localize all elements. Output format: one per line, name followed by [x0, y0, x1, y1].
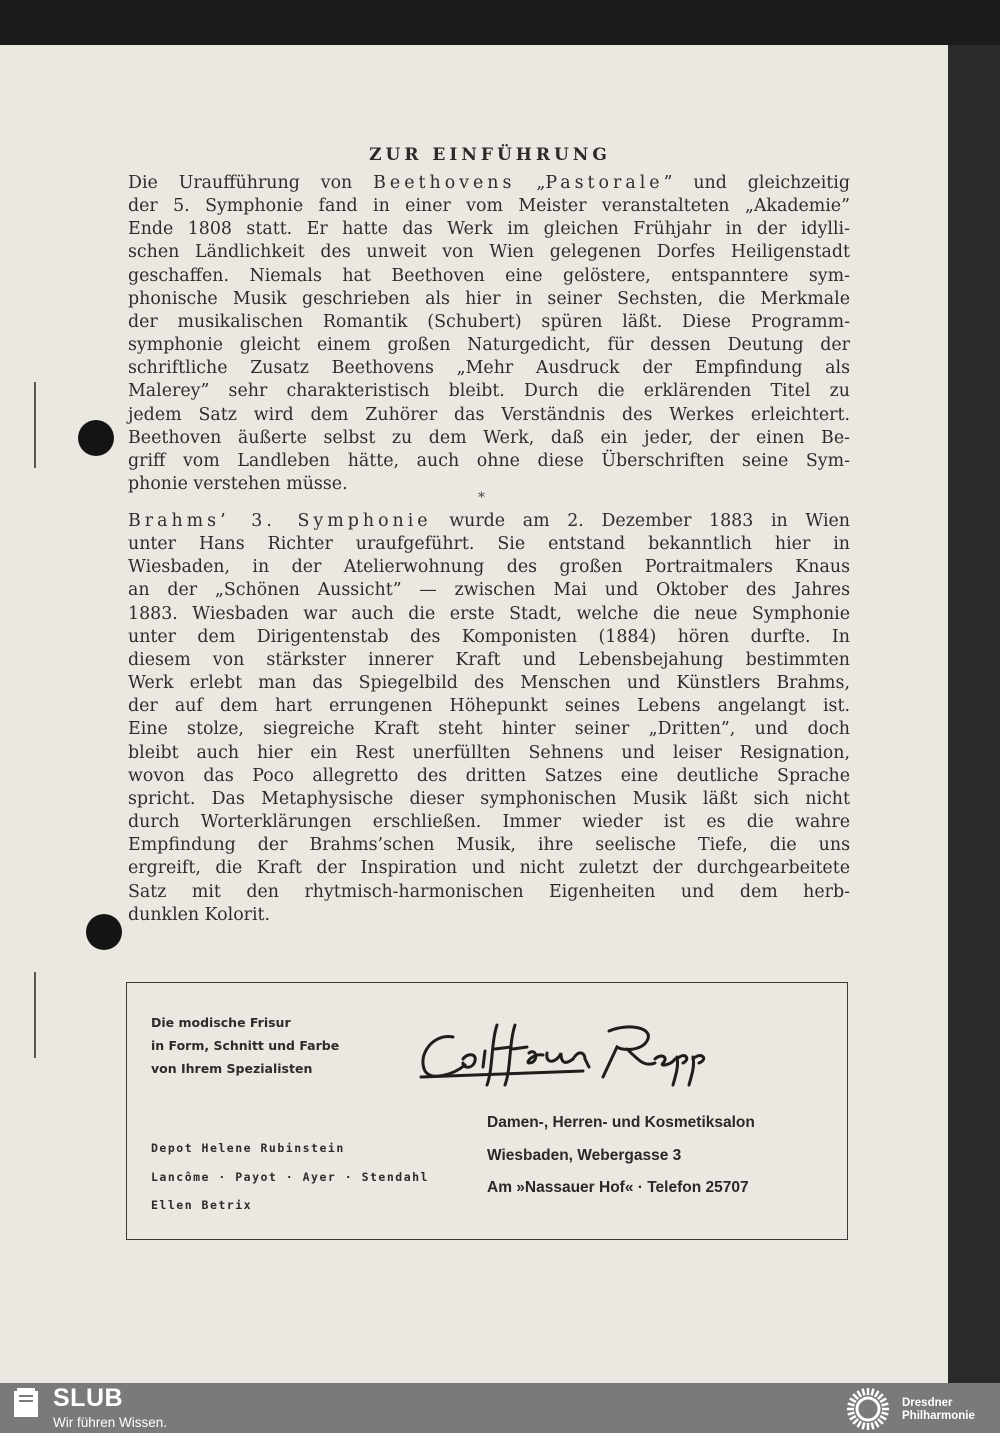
punch-hole	[86, 914, 122, 950]
text-line: Eine stolze, siegreiche Kraft steht hinter seiner „Dritten”, und doch	[128, 719, 850, 740]
text-line: diesem von stärkster innerer Kraft und Lebensbejahung bestimmten	[128, 649, 850, 670]
text-line: Satz mit den rhytmisch-harmonischen Eigenheiten und dem herb-	[128, 881, 850, 902]
text-line: bleibt auch hier ein Rest unerfüllten Sehnens und leiser Resignation,	[128, 742, 850, 763]
text-line: an der „Schönen Aussicht” — zwischen Mai und Oktober des Jahres	[128, 580, 850, 601]
ad-depot-line: Depot Helene Rubinstein	[151, 1141, 345, 1155]
paragraph-beethoven	[128, 172, 850, 496]
section-separator: *	[478, 490, 485, 506]
edge-mark	[34, 972, 36, 1058]
philharmonie-logo-icon	[842, 1385, 894, 1433]
ad-detail-line: Wiesbaden, Webergasse 3	[487, 1146, 682, 1164]
ad-depot-list	[151, 1134, 429, 1220]
text-line: unter Hans Richter uraufgeführt. Sie entstand bekanntlich hier in	[128, 534, 850, 555]
text-line	[128, 510, 850, 533]
text-line: wovon das Poco allegretto des dritten Satzes eine deutliche Sprache	[128, 765, 850, 786]
edge-mark	[34, 382, 36, 468]
text-line: Werk erlebt man das Spiegelbild des Menschen und Künstlers Brahms,	[128, 673, 850, 694]
text-line: schriftliche Zusatz Beethovens „Mehr Ausdruck der Empfindung als	[128, 358, 850, 379]
text-line: der 5. Symphonie fand in einer vom Meister veranstalteten „Akademie”	[128, 196, 850, 217]
text-line: phonie verstehen müsse.	[128, 474, 348, 495]
text-line: schen Ländlichkeit des unweit von Wien gelegenen Dorfes Heiligenstadt	[128, 242, 850, 263]
text-line: durch Worterklärungen erschließen. Immer wieder ist es die wahre	[128, 812, 850, 833]
spaced-emphasis: Brahms’ 3. Symphonie	[128, 511, 432, 531]
spaced-emphasis: Pastorale	[545, 173, 664, 193]
text-line: ergreift, die Kraft der Inspiration und nicht zuletzt der durchgearbeitete	[128, 858, 850, 879]
text-line: unter dem Dirigentenstab des Komponisten (1884) hören durfte. In	[128, 626, 850, 647]
text-line: 1883. Wiesbaden war auch die erste Stadt, welche die neue Symphonie	[128, 603, 850, 624]
text-line: jedem Satz wird dem Zuhörer das Verständnis des Werkes erleichtert.	[128, 404, 850, 425]
text-line: Ende 1808 statt. Er hatte das Werk im gleichen Frühjahr in der idylli-	[128, 219, 850, 240]
page-heading: ZUR EINFÜHRUNG	[369, 145, 611, 165]
spaced-emphasis: Beethovens	[373, 173, 516, 193]
text-run: wurde am 2. Dezember 1883 in Wien	[431, 511, 850, 531]
text-line: Empfindung der Brahms’schen Musik, ihre seelische Tiefe, die uns	[128, 835, 850, 856]
paragraph-brahms	[128, 510, 850, 927]
text-line	[128, 172, 850, 195]
text-line: geschaffen. Niemals hat Beethoven eine gelöstere, entspanntere sym-	[128, 265, 850, 286]
ad-detail-line: Am »Nassauer Hof« · Telefon 25707	[487, 1179, 749, 1196]
text-line: spricht. Das Metaphysische dieser symphonischen Musik läßt sich nicht	[128, 788, 850, 809]
text-line: dunklen Kolorit.	[128, 904, 271, 925]
text-line: Wiesbaden, in der Atelierwohnung des großen Portraitmalers Knaus	[128, 557, 850, 578]
text-run: „	[515, 173, 546, 193]
text-line: phonische Musik geschrieben als hier in seiner Sechsten, die Merkmale	[128, 288, 850, 309]
ad-salon-details	[487, 1107, 755, 1205]
advertisement-box	[126, 982, 848, 1240]
ad-depot-line: Lancôme · Payot · Ayer · Stendahl	[151, 1169, 429, 1184]
ad-tagline-line: in Form, Schnitt und Farbe	[151, 1038, 340, 1053]
text-line: der musikalischen Romantik (Schubert) spüren läßt. Diese Programm-	[128, 311, 850, 332]
punch-hole	[78, 420, 114, 456]
ad-depot-line: Ellen Betrix	[151, 1198, 253, 1212]
ad-detail-line: Damen-, Herren- und Kosmetiksalon	[487, 1114, 755, 1131]
ad-tagline-line: Die modische Frisur	[151, 1015, 291, 1030]
text-run: ” und gleichzeitig	[663, 173, 850, 193]
ad-tagline-line: von Ihrem Spezialisten	[151, 1061, 313, 1076]
text-line: der auf dem hart errungenen Höhepunkt seines Lebens angelangt ist.	[128, 696, 850, 717]
slub-logo-icon	[12, 1387, 40, 1419]
footer-bar	[0, 1383, 1000, 1433]
text-line: griff vom Landleben hätte, auch ohne diese Überschriften seine Sym-	[128, 450, 850, 471]
text-run: Die Uraufführung von	[128, 173, 374, 193]
partner-name	[902, 1397, 975, 1423]
text-line: Beethoven äußerte selbst zu dem Werk, daß ein jeder, der einen Be-	[128, 427, 850, 448]
text-line: symphonie gleicht einem großen Naturgedicht, für dessen Deutung der	[128, 335, 850, 356]
partner-name-line: Dresdner	[902, 1397, 953, 1409]
scan-background-strip	[948, 45, 1000, 1383]
slub-slogan: Wir führen Wissen.	[53, 1415, 168, 1430]
partner-name-line: Philharmonie	[902, 1410, 975, 1422]
ad-tagline	[151, 1011, 339, 1080]
text-line: Malerey” sehr charakteristisch bleibt. Durch die erklärenden Titel zu	[128, 381, 850, 402]
slub-brand: SLUB	[53, 1384, 124, 1412]
coiffeur-repp-signature-logo	[413, 1019, 723, 1089]
